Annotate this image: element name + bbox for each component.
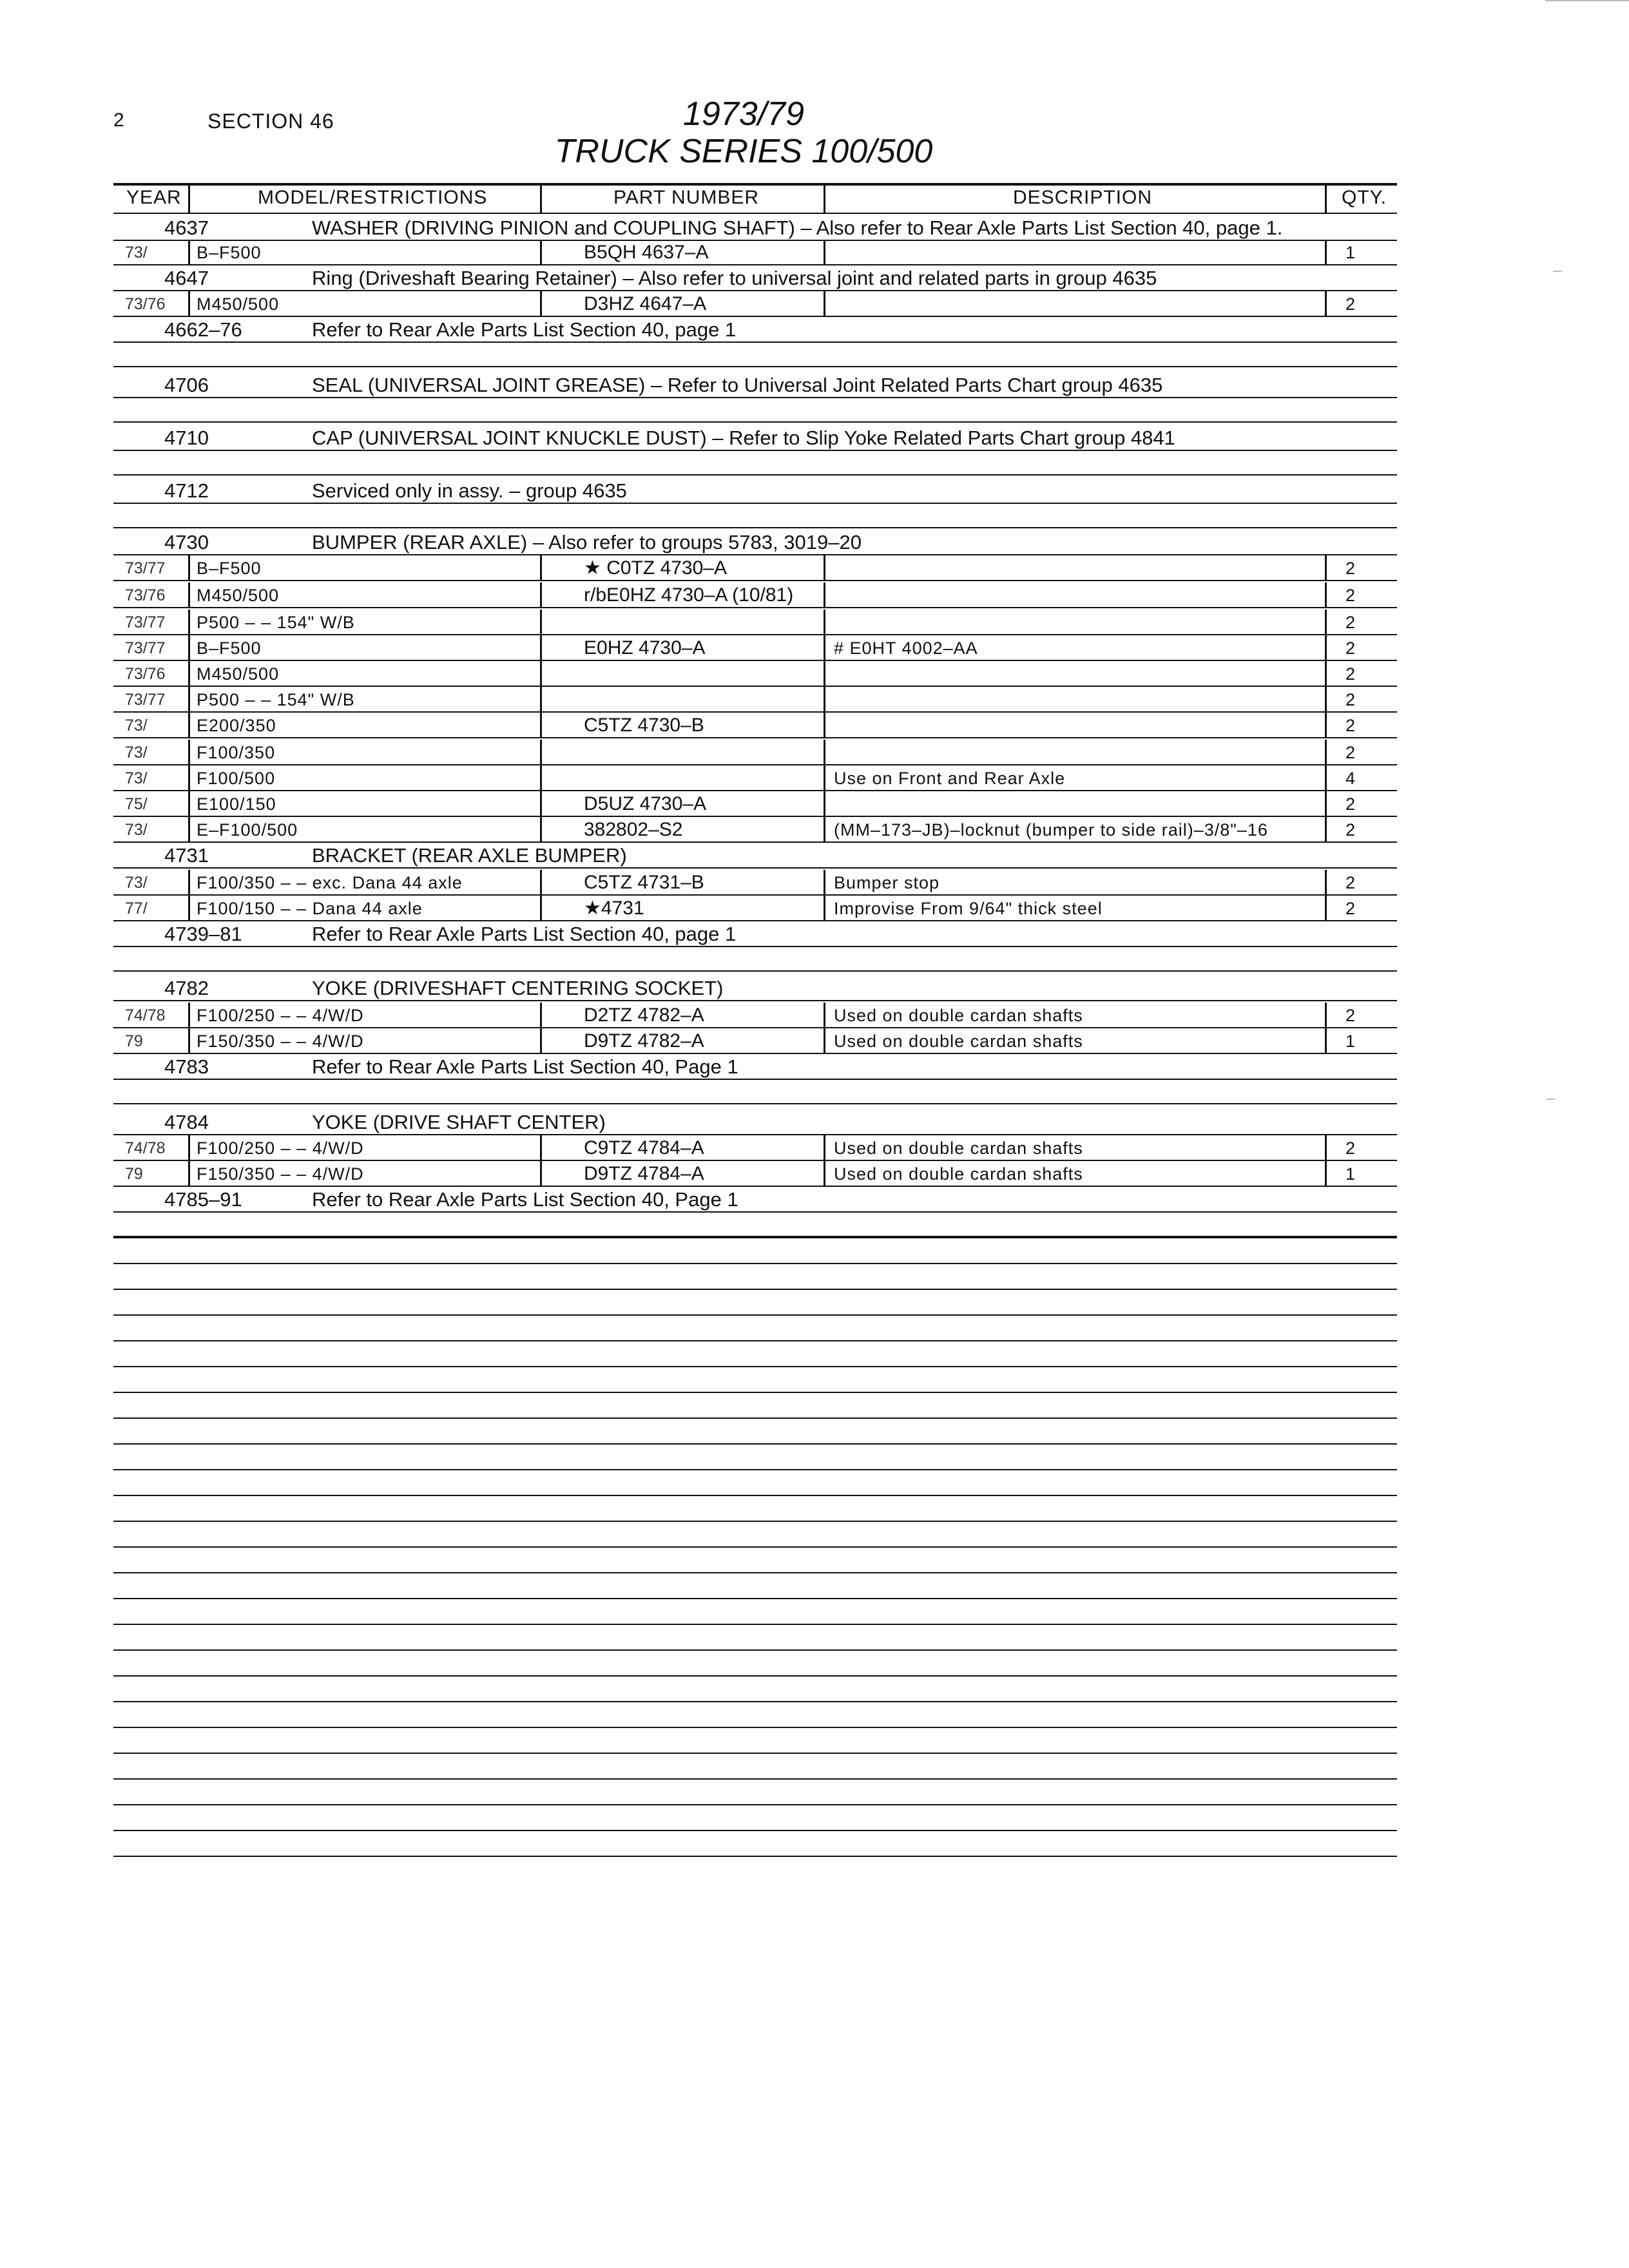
group-code: 4637 [164, 216, 209, 239]
col-year: YEAR [126, 187, 182, 208]
group-code: 4731 [164, 844, 209, 867]
qty-cell: 2 [1345, 820, 1356, 840]
group-row [0, 1187, 1629, 1213]
qty-cell: 1 [1345, 243, 1356, 262]
model-cell: E200/350 [197, 716, 276, 735]
qty-cell: 2 [1345, 1139, 1356, 1158]
qty-cell: 2 [1345, 743, 1356, 762]
table-row [0, 291, 1629, 317]
group-row [0, 921, 1629, 947]
group-row [0, 1110, 1629, 1135]
model-cell: B–F500 [197, 559, 262, 578]
qty-cell: 2 [1345, 664, 1356, 684]
model-cell: M450/500 [197, 586, 280, 605]
ruled-line [113, 1469, 1397, 1470]
group-description: Refer to Rear Axle Parts List Section 40, Page 1 [312, 1055, 738, 1078]
model-cell: E–F100/500 [197, 820, 298, 840]
group-code: 4706 [164, 374, 209, 396]
ruled-line [113, 1830, 1397, 1831]
model-cell: F100/350 [197, 743, 276, 762]
year-cell: 74/78 [125, 1139, 166, 1157]
group-code: 4730 [164, 531, 209, 553]
qty-cell: 2 [1345, 899, 1356, 918]
section-label: SECTION 46 [207, 110, 334, 133]
ruled-line [113, 1572, 1397, 1573]
part-number-cell: C5TZ 4731–B [584, 872, 704, 893]
group-row [0, 317, 1629, 343]
ruled-line [113, 1804, 1397, 1805]
table-row [0, 740, 1629, 765]
table-row [0, 687, 1629, 713]
qty-cell: 2 [1345, 690, 1356, 709]
page-number: 2 [113, 110, 124, 131]
table-row [0, 1135, 1629, 1161]
group-description: YOKE (DRIVESHAFT CENTERING SOCKET) [312, 977, 724, 999]
year-cell: 73/ [125, 769, 148, 787]
model-cell: F100/150 – – Dana 44 axle [197, 899, 423, 918]
qty-cell: 2 [1345, 559, 1356, 578]
model-cell: M450/500 [197, 664, 280, 684]
ruled-line [113, 1675, 1397, 1677]
table-row [0, 1161, 1629, 1187]
ruled-line [113, 1701, 1397, 1702]
model-cell: P500 – – 154" W/B [197, 690, 355, 709]
group-description: BUMPER (REAR AXLE) – Also refer to groups 5783, 3019–20 [312, 531, 862, 553]
ruled-line [113, 1598, 1397, 1599]
table-row [0, 635, 1629, 661]
year-cell: 73/77 [125, 613, 166, 631]
ruled-line [113, 1340, 1397, 1341]
title-series: TRUCK SERIES 100/500 [554, 133, 933, 170]
qty-cell: 2 [1345, 873, 1356, 892]
group-code: 4784 [164, 1111, 209, 1133]
qty-cell: 2 [1345, 613, 1356, 632]
description-cell: Used on double cardan shafts [834, 1139, 1083, 1158]
year-cell: 75/ [125, 795, 148, 813]
year-cell: 73/76 [125, 665, 166, 683]
group-code: 4782 [164, 977, 209, 999]
qty-cell: 1 [1345, 1164, 1356, 1184]
description-cell: Used on double cardan shafts [834, 1032, 1083, 1051]
col-part: PART NUMBER [613, 187, 760, 208]
table-row [0, 817, 1629, 843]
table-row [0, 870, 1629, 896]
ruled-line [113, 1289, 1397, 1290]
model-cell: F150/350 – – 4/W/D [197, 1164, 364, 1184]
ruled-line [113, 1366, 1397, 1367]
col-model: MODEL/RESTRICTIONS [258, 187, 488, 208]
year-cell: 73/76 [125, 295, 166, 313]
year-cell: 77/ [125, 899, 148, 918]
year-cell: 73/ [125, 874, 148, 892]
ruled-line [113, 1392, 1397, 1393]
year-cell: 79 [125, 1032, 143, 1050]
model-cell: B–F500 [197, 243, 262, 262]
table-row [0, 1028, 1629, 1054]
description-cell: Use on Front and Rear Axle [834, 769, 1066, 788]
model-cell: E100/150 [197, 794, 276, 814]
part-number-cell: D9TZ 4784–A [584, 1163, 704, 1184]
table-row [0, 1003, 1629, 1028]
group-description: WASHER (DRIVING PINION and COUPLING SHAFT) – Also refer to Rear Axle Parts List Section 40, page 1. [312, 216, 1283, 239]
part-number-cell: r/bE0HZ 4730–A (10/81) [584, 584, 794, 606]
year-cell: 73/ [125, 716, 148, 735]
group-description: Ring (Driveshaft Bearing Retainer) – Also refer to universal joint and related parts in group 4635 [312, 267, 1157, 289]
group-description: Refer to Rear Axle Parts List Section 40, page 1 [312, 318, 737, 341]
year-cell: 74/78 [125, 1006, 166, 1024]
col-qty: QTY. [1342, 187, 1387, 208]
table-row [0, 896, 1629, 921]
description-cell: Used on double cardan shafts [834, 1164, 1083, 1184]
group-row [0, 1054, 1629, 1080]
qty-cell: 2 [1345, 1006, 1356, 1025]
qty-cell: 2 [1345, 716, 1356, 735]
qty-cell: 4 [1345, 769, 1356, 788]
group-description: CAP (UNIVERSAL JOINT KNUCKLE DUST) – Refer to Slip Yoke Related Parts Chart group 4841 [312, 427, 1175, 449]
group-description: BRACKET (REAR AXLE BUMPER) [312, 844, 627, 867]
part-number-cell: D3HZ 4647–A [584, 293, 707, 314]
group-row [0, 843, 1629, 869]
year-cell: 79 [125, 1165, 143, 1183]
model-cell: F150/350 – – 4/W/D [197, 1032, 364, 1051]
group-description: Refer to Rear Axle Parts List Section 40, page 1 [312, 923, 737, 945]
group-row [0, 530, 1629, 555]
year-cell: 73/76 [125, 586, 166, 604]
group-description: Serviced only in assy. – group 4635 [312, 479, 627, 502]
table-row [0, 555, 1629, 581]
ruled-line [113, 1443, 1397, 1445]
year-cell: 73/77 [125, 559, 166, 577]
table-row [0, 713, 1629, 738]
group-row [0, 975, 1629, 1001]
group-code: 4785–91 [164, 1188, 242, 1211]
qty-cell: 1 [1345, 1032, 1356, 1051]
part-number-cell: B5QH 4637–A [584, 242, 709, 263]
description-cell: (MM–173–JB)–locknut (bumper to side rail)–3/8"–16 [834, 820, 1268, 840]
model-cell: F100/350 – – exc. Dana 44 axle [197, 873, 463, 892]
group-code: 4783 [164, 1055, 209, 1078]
title-years: 1973/79 [683, 95, 804, 133]
part-number-cell: D5UZ 4730–A [584, 793, 707, 814]
description-cell: Bumper stop [834, 873, 940, 892]
year-cell: 73/ [125, 744, 148, 762]
ruled-line [113, 1624, 1397, 1625]
part-number-cell: 382802–S2 [584, 819, 683, 840]
qty-cell: 2 [1345, 639, 1356, 658]
group-description: Refer to Rear Axle Parts List Section 40, Page 1 [312, 1188, 738, 1211]
group-code: 4647 [164, 267, 209, 289]
qty-cell: 2 [1345, 794, 1356, 814]
year-cell: 73/77 [125, 691, 166, 709]
group-code: 4739–81 [164, 923, 242, 945]
description-cell: # E0HT 4002–AA [834, 639, 978, 658]
ruled-line [113, 1778, 1397, 1780]
ruled-line [113, 1418, 1397, 1419]
part-number-cell: ★ C0TZ 4730–A [584, 557, 727, 579]
group-code: 4662–76 [164, 318, 242, 341]
ruled-line [113, 1521, 1397, 1522]
group-description: YOKE (DRIVE SHAFT CENTER) [312, 1111, 606, 1133]
part-number-cell: E0HZ 4730–A [584, 637, 706, 658]
ruled-line [113, 1237, 1397, 1238]
qty-cell: 2 [1345, 294, 1356, 314]
table-row [0, 240, 1629, 265]
group-description: SEAL (UNIVERSAL JOINT GREASE) – Refer to Universal Joint Related Parts Chart group 4635 [312, 374, 1163, 396]
model-cell: F100/250 – – 4/W/D [197, 1006, 364, 1025]
ruled-line [113, 1753, 1397, 1754]
part-number-cell: C9TZ 4784–A [584, 1137, 704, 1158]
group-row [0, 265, 1629, 291]
model-cell: P500 – – 154" W/B [197, 613, 355, 632]
ruled-line [113, 1649, 1397, 1651]
table-row [0, 791, 1629, 817]
part-number-cell: C5TZ 4730–B [584, 715, 704, 736]
ruled-line [113, 1856, 1397, 1857]
model-cell: B–F500 [197, 639, 262, 658]
table-row [0, 661, 1629, 687]
part-number-cell: D2TZ 4782–A [584, 1004, 704, 1026]
part-number-cell: ★4731 [584, 898, 644, 919]
ruled-line [113, 1727, 1397, 1728]
description-cell: Improvise From 9/64" thick steel [834, 899, 1103, 918]
table-row [0, 582, 1629, 608]
group-code: 4712 [164, 479, 209, 502]
table-row [0, 610, 1629, 635]
year-cell: 73/ [125, 821, 148, 839]
year-cell: 73/ [125, 244, 148, 262]
model-cell: F100/500 [197, 769, 276, 788]
qty-cell: 2 [1345, 586, 1356, 605]
group-row [0, 478, 1629, 504]
ruled-line [113, 1314, 1397, 1316]
group-row [0, 425, 1629, 451]
ruled-line [113, 1495, 1397, 1496]
group-row [0, 372, 1629, 398]
ruled-line [113, 1546, 1397, 1548]
year-cell: 73/77 [125, 639, 166, 657]
group-row [0, 215, 1629, 241]
table-row [0, 765, 1629, 791]
ruled-line [113, 1263, 1397, 1264]
description-cell: Used on double cardan shafts [834, 1006, 1083, 1025]
group-code: 4710 [164, 427, 209, 449]
model-cell: F100/250 – – 4/W/D [197, 1139, 364, 1158]
col-description: DESCRIPTION [1013, 187, 1153, 208]
model-cell: M450/500 [197, 294, 280, 314]
part-number-cell: D9TZ 4782–A [584, 1030, 704, 1052]
